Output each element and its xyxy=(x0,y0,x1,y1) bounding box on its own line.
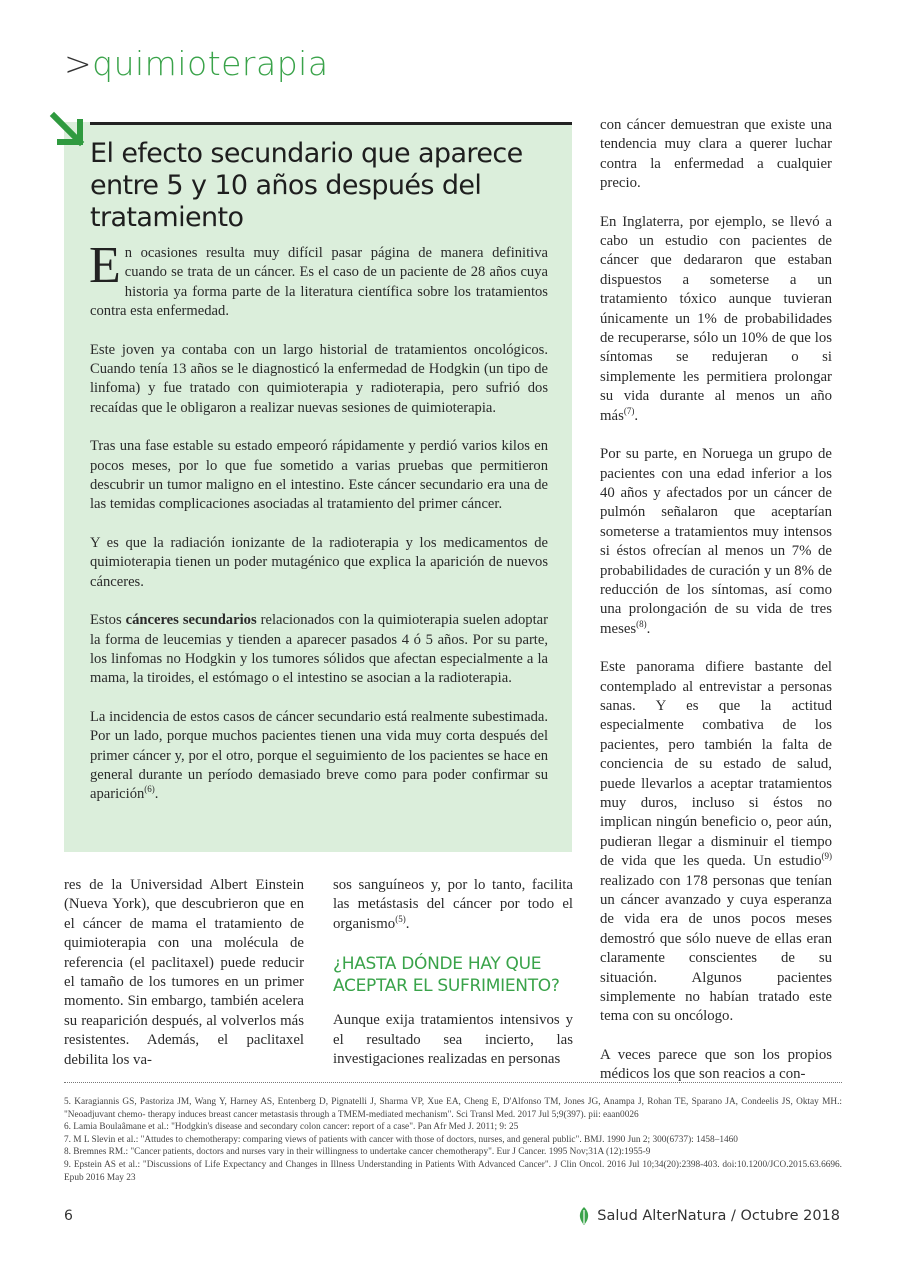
bottom-middle-column xyxy=(333,876,573,1088)
box-body xyxy=(89,237,548,824)
section-marker: > xyxy=(64,44,93,83)
arrow-down-right-icon xyxy=(48,110,90,152)
box-title: El efecto secundario que aparece entre 5 y 10 años después del tratamiento xyxy=(90,138,523,233)
footer-brand xyxy=(577,1206,840,1226)
right-paragraph-4: Este panorama difiere bastante del contemplado al entrevistar a personas sanas. Y es que la actitud especialmente combativa de los pacientes, pero también la falta de conciencia de su estado de salud, puede llevarlos a aceptar tratamientos muy duros, incluso si éstos no implican ningún beneficio o, peor aún, pudieran llegar a disminuir el tiempo de vida que les queda. Un estudio$^{(9)}$ realizado con 178 personas que tenían un cáncer avanzado y cuya esperanza de vida era de unos pocos meses demostró que sólo nueve de ellas eran claramente conscientes de su situación. Algunos pacientes simplemente no habían tratado este tema con su oncólogo. xyxy=(600,659,832,1025)
box-paragraph-2: Este joven ya contaba con un largo historial de tratamientos oncológicos. Cuando tenía 13 años se le diagnosticó la enfermedad de Hodgkin (un tipo de linfoma) y fue tratado con quimioterapia y radioterapia, pero sufrió dos recaídas que le obligaron a realizar nuevas sesiones de quimioterapia. xyxy=(90,341,548,416)
page-number: 6 xyxy=(64,1208,73,1224)
right-column xyxy=(600,116,832,1104)
right-paragraph-1: con cáncer demuestran que existe una tendencia muy clara a querer luchar contra la enfermedad a cualquier precio. xyxy=(600,117,832,192)
section-header xyxy=(64,44,329,83)
reference-5: (5) xyxy=(395,913,406,924)
bottom-middle-paragraph-2: Aunque exija tratamientos intensivos y el resultado sea incierto, las investigaciones realizadas en personas xyxy=(333,1012,573,1068)
leaf-logo-icon xyxy=(577,1206,591,1226)
section-subheading: ¿HASTA DÓNDE HAY QUE ACEPTAR EL SUFRIMIENTO? xyxy=(333,954,560,997)
reference-9: (9) xyxy=(821,851,832,862)
right-paragraph-5: A veces parece que son los propios médicos los que son reacios a con- xyxy=(600,1046,832,1083)
drop-cap: E xyxy=(89,237,121,294)
reference-7: (7) xyxy=(623,405,635,416)
bottom-middle-paragraph-1: sos sanguíneos y, por lo tanto, facilita las metástasis del cáncer por todo el organismo$^{(5)}$. xyxy=(333,877,573,932)
box-paragraph-4: Y es que la radiación ionizante de la radioterapia y los medicamentos de quimioterapia tienen un poder mutagénico que explica la aparición de nuevos cánceres. xyxy=(90,534,548,590)
bottom-left-column xyxy=(64,876,304,1089)
box-paragraph-5: Estos cánceres secundarios relacionados con la quimioterapia suelen adoptar la forma de leucemias y tienden a aparecer pasados 4 ó 5 años. Por su parte, los linfomas no Hodgkin y los tumores sólidos que afectan especialmente a la mama, la tiroides, el estómago o el intestino se asocian a la radioterapia. xyxy=(90,612,548,687)
box-paragraph-3: Tras una fase estable su estado empeoró rápidamente y perdió varios kilos en pocos meses, por lo que fue sometido a varias pruebas que permitieron descubrir un tumor maligno en el intestino. Este cáncer secundario era una de las temidas complicaciones asociadas al tratamiento del primer cáncer. xyxy=(90,438,548,513)
footnote-item: 7. M L Slevin et al.: "Attudes to chemotherapy: comparing views of patients with cancer with those of doctors, nurses, and general public". BMJ. 1990 Jun 2; 300(6737): 1458–1460 xyxy=(64,1134,738,1145)
right-paragraph-2: En Inglaterra, por ejemplo, se llevó a cabo un estudio con pacientes de cáncer que dedararon que estaban dispuestos a someterse a un tratamiento tóxico aunque tuvieran únicamente un 1% de probabilidades de recuperarse, sólo un 10% de que los síntomas se redujeran o si simplemente les permitiera prolongar su vida durante al menos un año más$^{(7)}$. xyxy=(600,213,832,424)
bottom-left-paragraph: res de la Universidad Albert Einstein (Nueva York), que descubrieron que en el cáncer de mama el tratamiento de quimioterapia con una molécula de referencia (el paclitaxel) puede reducir el tamaño de los tumores en un primer momento. Sin embargo, también acelera su reaparición después, al volverlos más resistentes. Además, el paclitaxel debilita los va- xyxy=(64,877,304,1068)
footnote-item: 5. Karagiannis GS, Pastoriza JM, Wang Y, Harney AS, Entenberg D, Pignatelli J, Sharma VP, Xue EA, Cheng E, D'Alfonso TM, Jones JG, Anampa J, Rohan TE, Sparano JA, Condeelis JS, Oktay MH.: "Neoadjuvant chemo- therapy induces breast cancer metastasis through a TMEM-mediated mechanism". Sci Transl Med. 2017 Jul 5;9(397). pii: eaan0026 xyxy=(64,1097,842,1120)
box-paragraph-6: La incidencia de estos casos de cáncer secundario está realmente subestimada. Por un lado, porque muchos pacientes tienen una vida muy corta después del primer cáncer y, por el otro, porque el seguimiento de los pacientes se hace en general durante un período demasiado breve como para poder confirmar su aparición$^{(6)}$. xyxy=(90,708,548,803)
box-paragraph-1: En ocasiones resulta muy difícil pasar página de manera definitiva cuando se trata de un cáncer. Es el caso de un paciente de 28 años cuya historia ya forma parte de la literatura científica sobre los tratamientos contra esta enfermedad. xyxy=(89,237,548,320)
footnote-item: 6. Lamia Boulaâmane et al.: "Hodgkin's disease and secondary colon cancer: report of a case". Pan Afr Med J. 2011; 9: 25 xyxy=(64,1122,519,1133)
footnotes-list xyxy=(64,1096,842,1184)
bold-term: cánceres secundarios xyxy=(125,612,257,629)
box-top-rule xyxy=(90,122,572,125)
publication-name: Salud AlterNatura / Octubre 2018 xyxy=(597,1208,840,1224)
section-name: quimioterapia xyxy=(92,44,329,83)
right-paragraph-3: Por su parte, en Noruega un grupo de pacientes con una edad inferior a los 40 años y afectados por un cáncer de pulmón señalaron que aceptarían someterse a tratamientos muy intensos si éstos ofrecían al menos un 7% de probabilidades de curación y un 8% de reducción de los síntomas, así como una prolongación de su vida de tres meses$^{(8)}$. xyxy=(600,446,832,637)
reference-6: (6) xyxy=(144,784,155,795)
footnote-item: 8. Bremnes RM.: "Cancer patients, doctors and nurses vary in their willingness to undertake cancer chemotherapy". Eur J Cancer. 1995 Nov;31A (12):1955-9 xyxy=(64,1147,651,1158)
footnote-divider xyxy=(64,1082,842,1083)
reference-8: (8) xyxy=(636,618,647,629)
footnote-item: 9. Epstein AS et al.: "Discussions of Life Expectancy and Changes in Illness Understanding in Patients With Advanced Cancer". J Clin Oncol. 2016 Jul 10;34(20):2398-403. doi:10.1200/JCO.2015.63.6696. Epub 2016 May 23 xyxy=(64,1159,842,1183)
